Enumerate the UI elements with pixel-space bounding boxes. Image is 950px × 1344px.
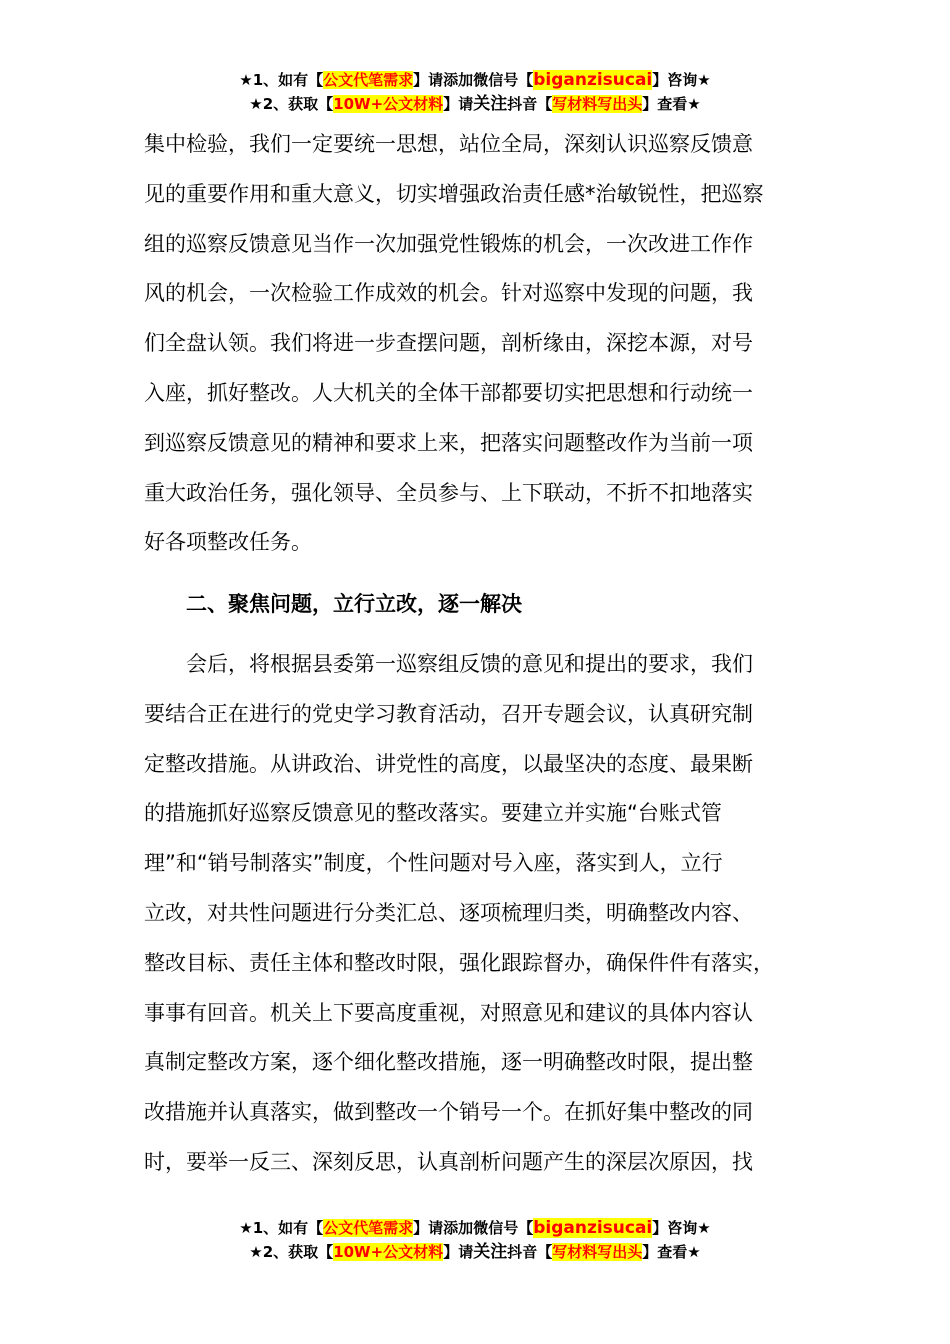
text-line: 到巡察反馈意见的精神和要求上来，把落实问题整改作为当前一项 xyxy=(144,430,753,455)
text-line: 组的巡察反馈意见当作一次加强党性锻炼的机会，一次改进工作作 xyxy=(144,231,753,256)
promo-highlight: 10W+公文材料 xyxy=(333,1243,444,1261)
promo-highlight: 10W+公文材料 xyxy=(333,95,444,113)
text-line: 整改目标、责任主体和整改时限，强化跟踪督办，确保件件有落实， xyxy=(144,950,774,975)
promo-text: 抖音【 xyxy=(507,1243,553,1261)
text-line: 重大政治任务，强化领导、全员参与、上下联动，不折不扣地落实 xyxy=(144,480,753,505)
text-line: 会后，将根据县委第一巡察组反馈的意见和提出的要求，我们 xyxy=(186,651,753,676)
text-line: 集中检验，我们一定要统一思想，站位全局，深刻认识巡察反馈意 xyxy=(144,132,753,156)
text-line: 定整改措施。从讲政治、讲党性的高度，以最坚决的态度、最果断 xyxy=(144,751,753,776)
promo-text: 】查看★ xyxy=(642,1243,701,1261)
text-line: 时，要举一反三、深刻反思，认真剖析问题产生的深层次原因，找 xyxy=(144,1149,753,1174)
promo-text: 关注 xyxy=(473,94,508,114)
text-line: 见的重要作用和重大意义，切实增强政治责任感*治敏锐性，把巡察 xyxy=(144,181,764,206)
text-line: 们全盘认领。我们将进一步查摆问题，剖析缘由，深挖本源，对号 xyxy=(144,331,753,356)
promo-text: 微信号【 xyxy=(473,1219,534,1237)
paragraph-1 xyxy=(144,120,809,568)
text-line: 事事有回音。机关上下要高度重视，对照意见和建议的具体内容认 xyxy=(144,1000,753,1025)
text-line: 的措施抓好巡察反馈意见的整改落实。要建立并实施“台账式管 xyxy=(144,801,722,826)
promo-highlight: biganzisucai xyxy=(533,1218,653,1238)
promo-text: ★2、获取【 xyxy=(249,1243,334,1261)
promo-text: 】请添加 xyxy=(413,71,474,89)
text-line: 好各项整改任务。 xyxy=(144,530,312,555)
text-line: 立改，对共性问题进行分类汇总、逐项梳理归类，明确整改内容、 xyxy=(144,900,753,925)
header-promo-banner xyxy=(0,68,950,116)
promo-text: 微信号【 xyxy=(473,71,534,89)
promo-line-2 xyxy=(0,92,950,116)
text-line: 入座，抓好整改。人大机关的全体干部都要切实把思想和行动统一 xyxy=(144,380,753,405)
document-body xyxy=(144,120,809,1188)
promo-text: ★1、如有【 xyxy=(239,1219,324,1237)
text-line: 风的机会，一次检验工作成效的机会。针对巡察中发现的问题，我 xyxy=(144,281,753,306)
footer-promo-banner xyxy=(0,1216,950,1264)
promo-highlight: 写材料写出头 xyxy=(552,1243,643,1261)
promo-text: ★1、如有【 xyxy=(239,71,324,89)
promo-text: 】咨询★ xyxy=(652,71,711,89)
text-line: 改措施并认真落实，做到整改一个销号一个。在抓好集中整改的同 xyxy=(144,1100,753,1125)
promo-text: 】请添加 xyxy=(413,1219,474,1237)
promo-highlight: 公文代笔需求 xyxy=(323,1219,414,1237)
promo-text: 】咨询★ xyxy=(652,1219,711,1237)
promo-highlight: biganzisucai xyxy=(533,70,653,90)
paragraph-2 xyxy=(144,640,809,1188)
section-heading: 二、聚焦问题，立行立改，逐一解决 xyxy=(186,592,522,617)
promo-line-2 xyxy=(0,1240,950,1264)
text-line: 要结合正在进行的党史学习教育活动，召开专题会议，认真研究制 xyxy=(144,701,753,726)
promo-text: 】请 xyxy=(443,1243,474,1261)
promo-text: 】请 xyxy=(443,95,474,113)
promo-highlight: 公文代笔需求 xyxy=(323,71,414,89)
promo-text: ★2、获取【 xyxy=(249,95,334,113)
promo-text: 】查看★ xyxy=(642,95,701,113)
promo-line-1 xyxy=(0,68,950,92)
text-line: 真制定整改方案，逐个细化整改措施，逐一明确整改时限，提出整 xyxy=(144,1050,753,1075)
promo-text: 抖音【 xyxy=(507,95,553,113)
promo-text: 关注 xyxy=(473,1242,508,1262)
text-line: 理”和“销号制落实”制度，个性问题对号入座，落实到人，立行 xyxy=(144,851,723,876)
promo-highlight: 写材料写出头 xyxy=(552,95,643,113)
promo-line-1 xyxy=(0,1216,950,1240)
